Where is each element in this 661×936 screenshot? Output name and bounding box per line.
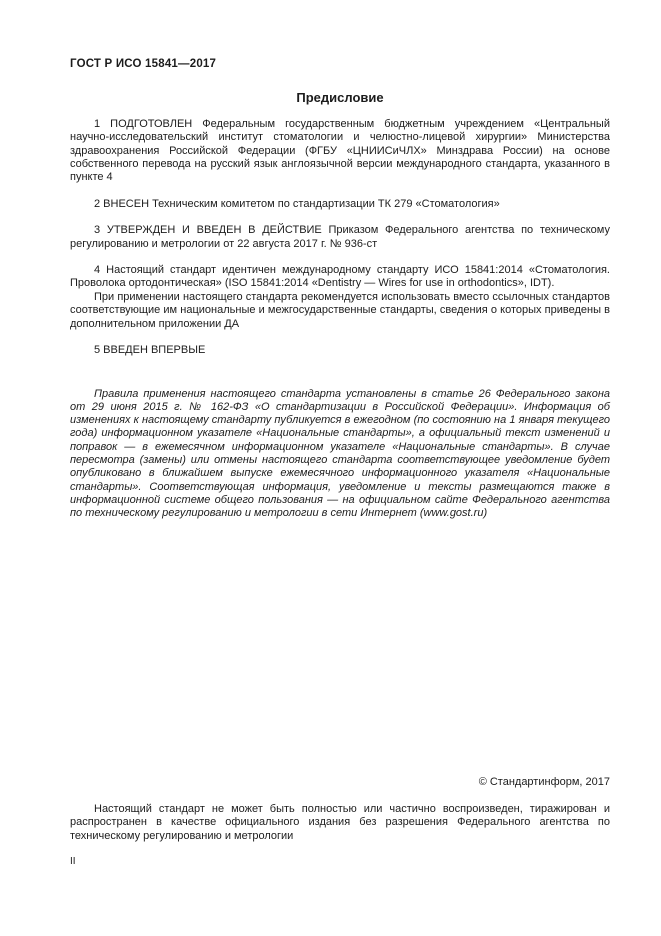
foreword-item-4: 4 Настоящий стандарт идентичен международному стандарту ИСО 15841:2014 «Стоматология. Проволока ортодонтическая» (ISO 15841:2014 «Dentistry — Wires for use in orthodontics», IDT). (70, 264, 610, 290)
foreword-item-1: 1 ПОДГОТОВЛЕН Федеральным государственным бюджетным учреждением «Центральный научно-исследовательский институт стоматологии и челюстно-лицевой хирургии» Министерства здравоохранения Российской Федерации (ФГБУ «ЦНИИСиЧЛХ» Минздрава России) на основе собственного перевода на русский язык англоязычной версии международного стандарта, указанного в пункте 4 (70, 117, 610, 184)
foreword-item-2: 2 ВНЕСЕН Техническим комитетом по стандартизации ТК 279 «Стоматология» (94, 197, 500, 210)
foreword-item-5: 5 ВВЕДЕН ВПЕРВЫЕ (94, 344, 206, 357)
foreword-item-3: 3 УТВЕРЖДЕН И ВВЕДЕН В ДЕЙСТВИЕ Приказом Федерального агентства по техническому регулированию и метрологии от 22 августа 2017 г. № 936-ст (70, 224, 610, 250)
page-title: Предисловие (296, 90, 384, 106)
distribution-notice: Настоящий стандарт не может быть полностью или частично воспроизведен, тиражирован и распространен в качестве официального издания без разрешения Федерального агентства по техническому регулированию и метрологии (70, 802, 610, 842)
legal-notice: Правила применения настоящего стандарта установлены в статье 26 Федерального закона от 29 июня 2015 г. № 162-ФЗ «О стандартизации в Российской Федерации». Информация об изменениях к настоящему стандарту публикуется в ежегодном (по состоянию на 1 января текущего года) информационном указателе «Национальные стандарты», а официальный текст изменений и поправок — в ежемесячном информационном указателе «Национальные стандарты». В случае пересмотра (замены) или отмены настоящего стандарта соответствующее уведомление будет опубликовано в ближайшем выпуске ежемесячного информационного указателя «Национальные стандарты». Соответствующая информация, уведомление и тексты размещаются также в информационной системе общего пользования — на официальном сайте Федерального агентства по техническому регулированию и метрологии в сети Интернет (www.gost.ru) (70, 387, 610, 520)
foreword-item-4-continuation: При применении настоящего стандарта рекомендуется использовать вместо ссылочных стандартов соответствующие им национальные и межгосударственные стандарты, сведения о которых приведены в дополнительном приложении ДА (70, 290, 610, 330)
copyright-line: © Стандартинформ, 2017 (478, 776, 610, 789)
page-number: II (70, 855, 76, 867)
document-header: ГОСТ Р ИСО 15841—2017 (70, 58, 217, 70)
